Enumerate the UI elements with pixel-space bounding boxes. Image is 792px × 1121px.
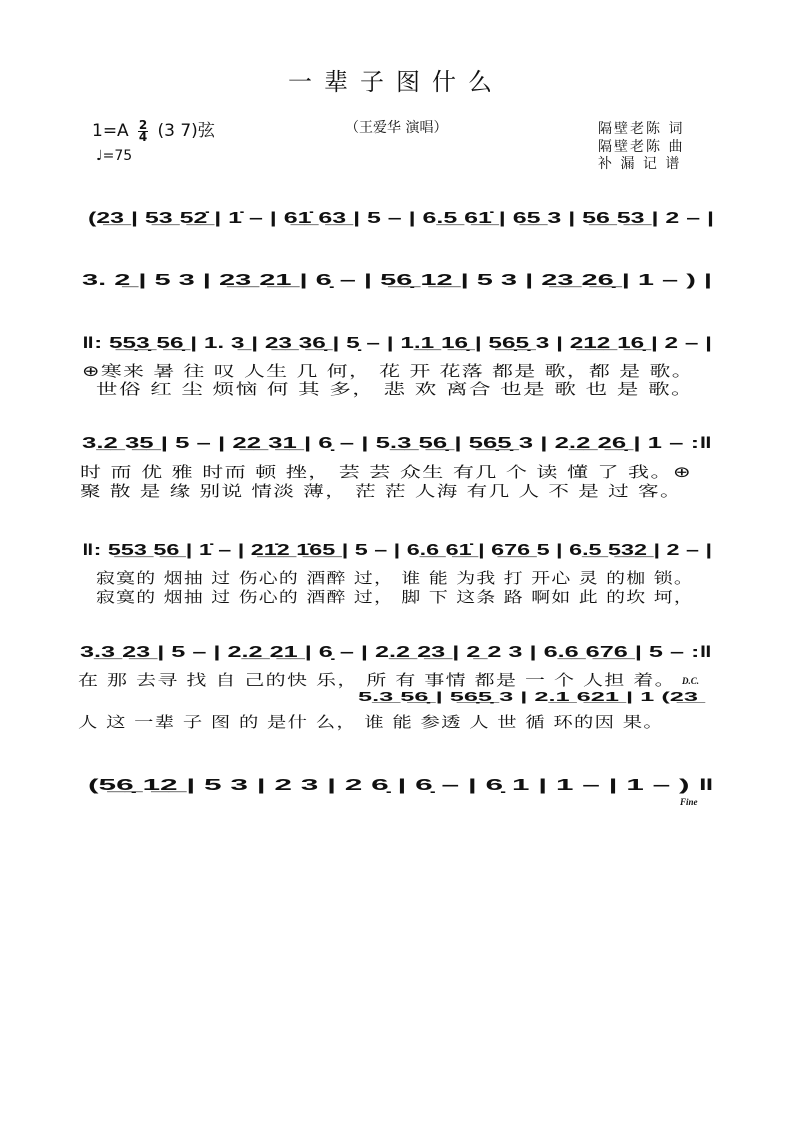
lyrics-line-4a: 时 而 优 雅 时而 顿 挫， 芸 芸 众生 有几 个 读 懂 了 我。⊕ xyxy=(80,463,692,481)
notes-line-2: 3. 2̲ | 5 3 | 2̲3̲ 2̲1̲ | 6̣ – | 5̲6̣̲ 1̲2̲ | 5 3 | 2̲3̲ 2̲6̣̲ | 1 – ) | xyxy=(82,272,712,289)
time-signature: $\frac{2}{4}$ xyxy=(138,117,148,144)
lyrics-line-3a: ⊕寒来 暑 往 叹 人生 几 何， 花 开 花落 都是 歌，都 是 歌。 xyxy=(82,362,694,380)
score-line-5 xyxy=(82,542,712,606)
lyrics-line-4b: 聚 散 是 缘 别说 情淡 薄， 茫 茫 人海 有几 人 不 是 过 客。 xyxy=(80,482,682,500)
lyrics-line-5a: 寂寞的 烟抽 过 伤心的 酒醉 过， 谁 能 为我 打 开心 灵 的枷 锁。 xyxy=(96,569,694,587)
lyrics-line-5b: 寂寞的 烟抽 过 伤心的 酒醉 过， 脚 下 这条 路 啊如 此 的坎 坷， xyxy=(96,588,694,606)
score-line-4 xyxy=(80,435,712,500)
composer-credit: 隔壁老陈 曲 xyxy=(598,139,685,155)
song-title: 一辈子图什么 xyxy=(288,68,504,96)
notes-line-3: ‖: 5̲5̣̲3̣̲ 5̲6̣̲ | 1. 3̲ | 2̲3̲ 3̲6̣̲ | 5̣ – | 1.̲1̲ 1̲6̣̲ | 5̲6̣̲5̣̲ 3 | 2̲1̲2̲ 1̲6̣̲ | 2 – | xyxy=(82,335,712,352)
lyrics-line-3b: 世俗 红 尘 烦恼 何 其 多， 悲 欢 离合 也是 歌 也 是 歌。 xyxy=(96,380,694,398)
notes-line-7: (5̲6̣̲ 1̲2̲ | 5 3 | 2 3 | 2 6̣ | 6̣ – | 6̣ 1 | 1 – | 1 – ) ‖ xyxy=(88,777,714,794)
lyricist-credit: 隔壁老陈 词 xyxy=(598,121,685,137)
singer-credit: （王爱华 演唱） xyxy=(345,120,448,136)
notes-line-6: 3.̲3̲ 2̲3̲ | 5 – | 2.̲2̲ 2̲1̲ | 6̣ – | 2.̲2̲ 2̲3̲ | 2̲ 2 3 | 6.̲6̲ 6̲7̲6̲ | 5 – :‖ xyxy=(80,644,712,661)
score-line-1 xyxy=(88,210,714,227)
key-label: 1=A xyxy=(92,121,129,141)
notes-line-1: (2̲3̲ | 5̲3̲ 5̲2̲̇ | 1̇ – | 6̲1̲̇ 6̲3̲ | 5 – | 6.̲5̲ 6̲1̲̇ | 6̲5̲ 3 | 5̲6̲ 5̲3̲ | 2 – | xyxy=(88,210,714,227)
fine-mark: Fine xyxy=(680,797,698,807)
score-line-7 xyxy=(88,777,714,807)
lyrics-line-6a: 在 那 去寻 找 自 己的快 乐， 所 有 事情 都是 一 个 人担 着。 xyxy=(78,671,676,689)
score-line-6 xyxy=(78,644,712,731)
tuning-label: (3 7)弦 xyxy=(157,121,215,141)
dc-mark: D.C. xyxy=(682,676,700,686)
alt-notes-line-6: 5.̲3̲ 5̲6̣̲ | 5̲6̣̲5̣̲ 3 | 2.̲1̲ 6̲2̲1̲ | 1 (2̲3̲ xyxy=(358,689,706,704)
tempo-marking: ♩=75 xyxy=(96,148,133,164)
score-line-2 xyxy=(82,272,712,289)
lyrics-line-6b: 人 这 一辈 子 图 的 是什 么， 谁 能 参透 人 世 循 环的因 果。 xyxy=(78,713,664,731)
notes-line-5: ‖: 5̲5̲3̲ 5̲6̲ | 1̇ – | 2̲1̲̇2̲ 1̲̇6̲5̲ | 5 – | 6.̲6̲ 6̲1̲̇ | 6̲7̲6̲ 5 | 6.̲5̲ 5̲3̲2̲ | 2 – | xyxy=(82,542,712,559)
notes-line-4: 3.̲2̲ 3̲5̲ | 5 – | 2̲2̲ 3̲1̲ | 6̣ – | 5.̲3̲ 5̲6̣̲ | 5̲6̣̲5̣̲ 3 | 2.̲2̲ 2̲6̣̲ | 1 – :‖ xyxy=(82,435,712,452)
score-line-3 xyxy=(82,335,712,398)
transcriber-credit: 补 漏 记 谱 xyxy=(598,156,682,172)
